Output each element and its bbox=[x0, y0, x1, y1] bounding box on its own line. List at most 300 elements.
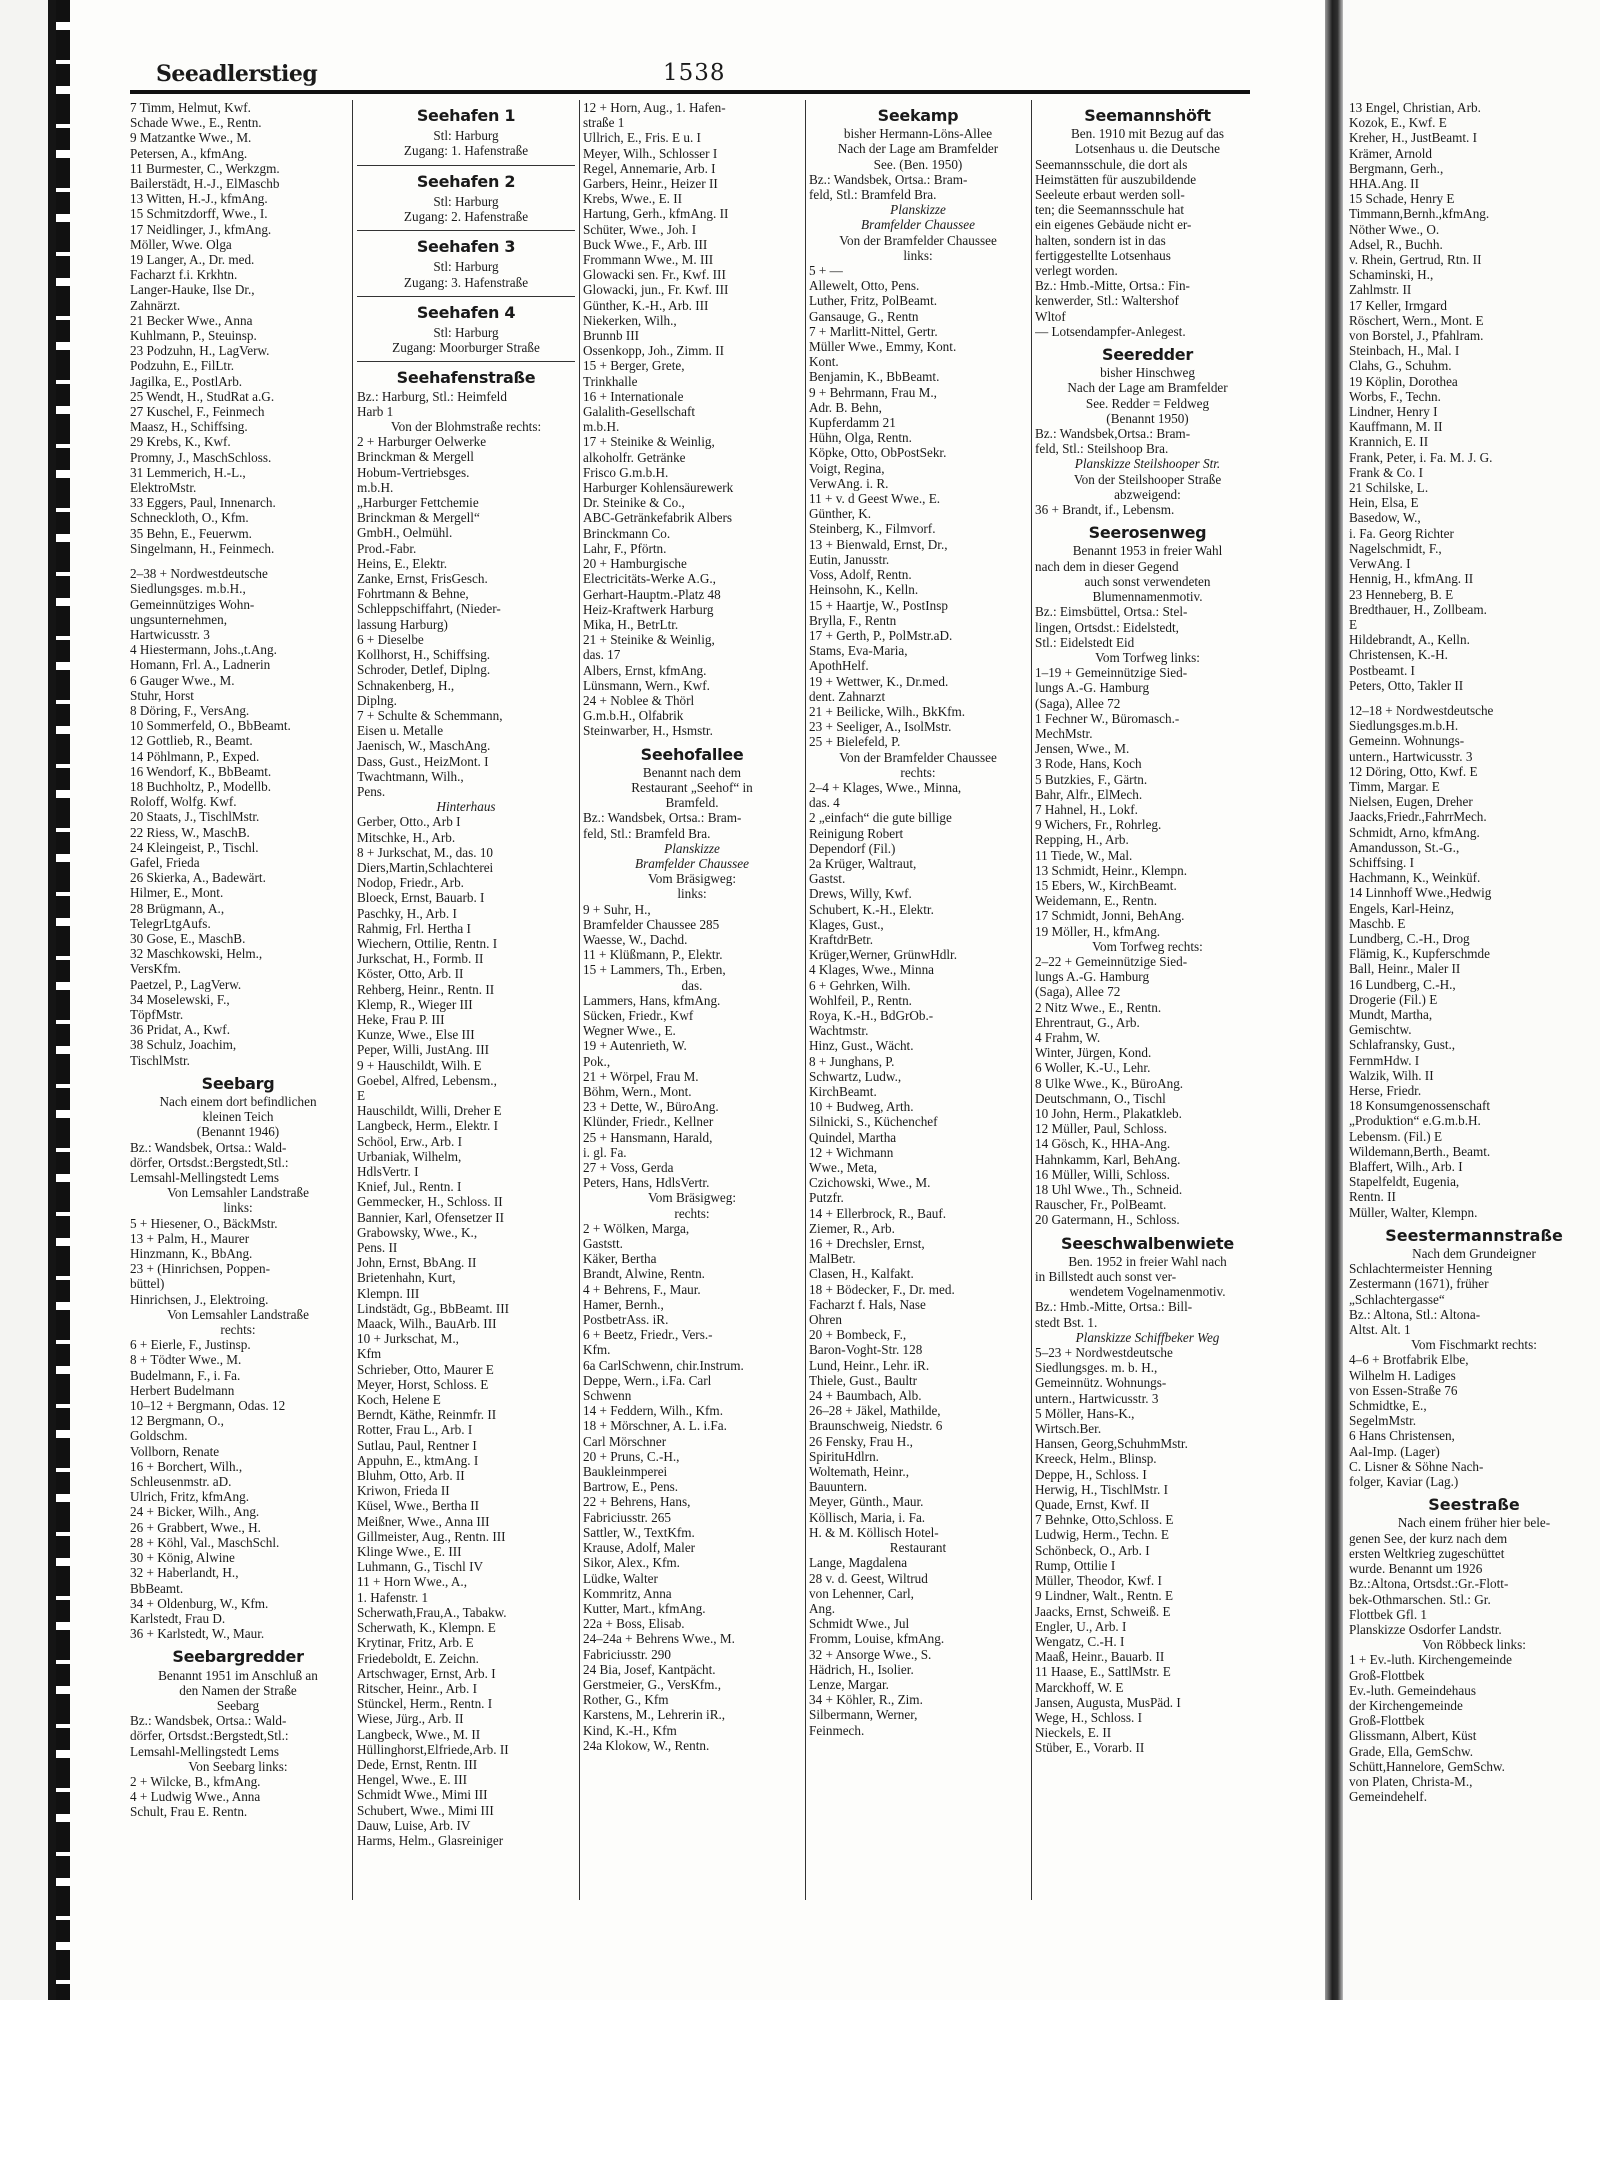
entry-line: Krytinar, Fritz, Arb. E bbox=[357, 1635, 474, 1651]
entry-line: 2 + Wilcke, B., kfmAng. bbox=[130, 1773, 261, 1789]
entry-line: Roya, K.-H., BdGrOb.- bbox=[809, 1007, 934, 1023]
entry-line: Stünckel, Herm., Rentn. I bbox=[357, 1696, 493, 1712]
entry-line: Hauschildt, Willi, Dreher E bbox=[357, 1103, 502, 1119]
street-section bbox=[1035, 365, 1260, 517]
entry-line: Köpke, Otto, ObPostSekr. bbox=[809, 445, 947, 461]
entry-line: 8 + Jurkschat, M., das. 10 bbox=[357, 844, 494, 860]
entry-line: Sattler, W., TextKfm. bbox=[583, 1524, 695, 1540]
entry-line: 24 Kleingeist, P., Tischl. bbox=[130, 839, 259, 855]
entry-line: Lemsahl-Mellingstedt Lems bbox=[130, 1743, 280, 1759]
street-section bbox=[357, 389, 575, 1849]
entry-line: Paschky, H., Arb. I bbox=[357, 905, 457, 921]
entry-line: Harb 1 bbox=[357, 403, 394, 419]
entry-line: HHA.Ang. II bbox=[1349, 176, 1419, 192]
entry-line: Zugang: 1. Hafenstraße bbox=[403, 143, 529, 159]
entry-line: Wiechern, Ottilie, Rentn. I bbox=[357, 935, 498, 951]
entry-line: Zahlmstr. II bbox=[1349, 282, 1412, 298]
entry-line: 22a + Boss, Elisab. bbox=[583, 1616, 685, 1632]
entry-line: 13 + Palm, H., Maurer bbox=[130, 1230, 250, 1246]
entry-line: Wilhelm H. Ladiges bbox=[1349, 1367, 1456, 1383]
entry-line: Bloeck, Ernst, Bauarb. I bbox=[357, 890, 485, 906]
entry-line: Hartwicusstr. 3 bbox=[130, 626, 210, 642]
entry-line: Schiffsing. I bbox=[1349, 854, 1414, 870]
entry-line: Jansen, Augusta, MusPäd. I bbox=[1035, 1694, 1181, 1710]
entry-line: das. 17 bbox=[583, 647, 621, 663]
entry-line: auch sonst verwendeten bbox=[1084, 573, 1211, 589]
entry-line: Knief, Jul., Rentn. I bbox=[357, 1179, 462, 1195]
entry-line: 10 John, Herm., Plakatkleb. bbox=[1035, 1106, 1182, 1121]
entry-line: 14 + Ellerbrock, R., Bauf. bbox=[809, 1205, 947, 1221]
entry-line: Adsel, R., Buchh. bbox=[1349, 236, 1443, 252]
entry-line: Brietenhahn, Kurt, bbox=[357, 1270, 456, 1286]
entry-line: 8 Döring, F., VersAng. bbox=[130, 702, 250, 718]
page-number: 1538 bbox=[663, 60, 726, 86]
entry-line: Lotsenhaus u. die Deutsche bbox=[1074, 141, 1221, 157]
entry-line: Podzuhn, E., FilLtr. bbox=[130, 358, 235, 374]
street-section bbox=[1035, 1254, 1260, 1756]
entry-line: Planskizze Schiffbeker Weg bbox=[1075, 1329, 1220, 1345]
entry-line: Lenze, Margar. bbox=[809, 1676, 889, 1692]
entry-line: Hinzmann, K., BbAng. bbox=[130, 1246, 253, 1262]
entry-line: Braunschweig, Niedstr. 6 bbox=[809, 1418, 943, 1434]
entry-line: Homann, Frl. A., Ladnerin bbox=[130, 657, 271, 673]
entry-line: Jaacks,Friedr.,FahrrMech. bbox=[1349, 809, 1487, 825]
entry-line: untern., Hartwicusstr. 3 bbox=[1035, 1390, 1159, 1406]
entry-line: 9 + Hauschildt, Wilh. E bbox=[357, 1057, 482, 1073]
entry-line: Hüllinghorst,Elfriede,Arb. II bbox=[357, 1741, 509, 1757]
entry-line: E bbox=[1349, 616, 1358, 632]
entry-line: Luther, Fritz, PolBeamt. bbox=[809, 293, 938, 309]
entry-line: Langer-Hauke, Ilse Dr., bbox=[130, 282, 255, 298]
entry-line: Seeleute erbaut werden soll- bbox=[1035, 187, 1185, 203]
entry-line: Jurkschat, H., Formb. II bbox=[357, 951, 484, 967]
entry-line: rechts: bbox=[674, 1205, 710, 1221]
entry-line: Schnakenberg, H., bbox=[357, 677, 455, 693]
entry-line: Sikor, Alex., Kfm. bbox=[583, 1555, 680, 1571]
entry-line: Lundberg, C.-H., Drog bbox=[1349, 930, 1470, 946]
entry-line: Bz.: Wandsbek, Ortsa.: Wald- bbox=[130, 1139, 287, 1155]
entry-line: 32 + Ansorge Wwe., S. bbox=[809, 1646, 932, 1662]
entry-line: KirchBeamt. bbox=[809, 1084, 877, 1099]
entry-line: Engler, U., Arb. I bbox=[1035, 1618, 1127, 1634]
entry-line: Seemannsschule, die dort als bbox=[1035, 156, 1188, 172]
entry-line: Sutlau, Paul, Rentner I bbox=[357, 1437, 477, 1453]
entry-line: Mika, H., BetrLtr. bbox=[583, 616, 679, 632]
street-heading: Seebarg bbox=[201, 1073, 275, 1093]
entry-line: 4 Hiestermann, Johs.,t.Ang. bbox=[130, 642, 277, 658]
entry-line: Köster, Otto, Arb. II bbox=[357, 966, 464, 982]
entry-line: Grade, Ella, GemSchw. bbox=[1349, 1743, 1474, 1759]
entry-line: Quindel, Martha bbox=[809, 1129, 897, 1145]
entry-line: Gemmecker, H., Schloss. II bbox=[357, 1194, 503, 1210]
entry-line: Rump, Ottilie I bbox=[1035, 1557, 1116, 1573]
entry-line: Brinckmann Co. bbox=[583, 525, 671, 541]
entry-line: Dr. Steinike & Co., bbox=[583, 495, 685, 511]
entry-line: Stuhr, Horst bbox=[130, 687, 194, 703]
entry-line: Promny, J., MaschSchloss. bbox=[130, 449, 272, 465]
entry-line: Prod.-Fabr. bbox=[357, 540, 417, 556]
entry-line: Repping, H., Arb. bbox=[1035, 832, 1129, 848]
entry-line: Benjamin, K., BbBeamt. bbox=[809, 369, 940, 385]
street-heading: Seehafen 2 bbox=[416, 171, 516, 191]
entry-line: Facharzt f. Hals, Nase bbox=[809, 1296, 926, 1312]
entry-line: Restaurant „Seehof“ in bbox=[631, 779, 753, 795]
street-heading: Seestermannstraße bbox=[1385, 1225, 1563, 1245]
entry-line: Goebel, Alfred, Lebensm., bbox=[357, 1072, 497, 1088]
entry-line: Paetzel, P., LagVerw. bbox=[130, 976, 242, 992]
street-heading: Seeschwalbenwiete bbox=[1061, 1233, 1234, 1253]
entry-line: Stams, Eva-Maria, bbox=[809, 643, 908, 659]
entry-line: Schwartz, Ludw., bbox=[809, 1068, 902, 1084]
entry-line: Von Seebarg links: bbox=[188, 1758, 288, 1774]
entry-line: dent. Zahnarzt bbox=[809, 688, 886, 704]
entry-line: Lammers, Hans, kfmAng. bbox=[583, 992, 721, 1008]
entry-line: 24 + Bicker, Wilh., Ang. bbox=[130, 1504, 260, 1520]
entry-line: Brandt, Alwine, Rentn. bbox=[583, 1266, 705, 1282]
entry-line: 27 + Voss, Gerda bbox=[583, 1160, 674, 1176]
entry-line: Lindstädt, Gg., BbBeamt. III bbox=[357, 1300, 509, 1316]
entry-line: 24 + Noblee & Thörl bbox=[583, 692, 695, 708]
entry-line: 14 Linnhoff Wwe.,Hedwig bbox=[1349, 885, 1492, 901]
entry-line: Drogerie (Fil.) E bbox=[1349, 991, 1438, 1007]
entry-line: Drews, Willy, Kwf. bbox=[809, 886, 912, 902]
entry-line: Koch, Helene E bbox=[357, 1392, 441, 1408]
entry-line: Silbermann, Werner, bbox=[809, 1707, 918, 1723]
entry-line: Käker, Bertha bbox=[583, 1251, 657, 1267]
entry-line: Schubert, K.-H., Elektr. bbox=[809, 901, 934, 917]
entry-line: Scherwath,Frau,A., Tabakw. bbox=[357, 1604, 507, 1620]
entry-line: Hilmer, E., Mont. bbox=[130, 885, 224, 901]
entry-line: 2 Nitz Wwe., E., Rentn. bbox=[1035, 999, 1162, 1015]
entry-line: Planskizze Osdorfer Landstr. bbox=[1349, 1621, 1502, 1637]
entry-line: Kommritz, Anna bbox=[583, 1585, 672, 1601]
entry-line: das. bbox=[681, 977, 703, 993]
entry-line: 6 + Eierle, F., Justinsp. bbox=[130, 1337, 251, 1353]
entry-line: 2 + Harburger Oelwerke bbox=[357, 434, 487, 450]
column-rule bbox=[352, 100, 353, 1900]
entry-line: MechMstr. bbox=[1035, 725, 1093, 741]
entry-line: 6 Gauger Wwe., M. bbox=[130, 672, 235, 688]
entry-line: Benannt nach dem bbox=[642, 764, 742, 780]
entry-line: ABC-Getränkefabrik Albers bbox=[583, 510, 733, 526]
entry-line: 5 Butzkies, F., Gärtn. bbox=[1035, 771, 1148, 787]
directory-column-3 bbox=[583, 100, 801, 1900]
entry-line: Klempn. III bbox=[357, 1285, 420, 1301]
entry-line: Klages, Gust., bbox=[809, 916, 884, 932]
entry-line: Feinmech. bbox=[809, 1722, 865, 1738]
entry-line: 26 + Grabbert, Wwe., H. bbox=[130, 1519, 261, 1535]
entry-line: 24 Bia, Josef, Kantpächt. bbox=[583, 1661, 716, 1677]
entry-line: Von Lemsahler Landstraße bbox=[167, 1185, 309, 1201]
column-rule bbox=[1031, 100, 1032, 1900]
entry-line: Hein, Elsa, E bbox=[1349, 495, 1419, 511]
entry-line: 4 + Behrens, F., Maur. bbox=[583, 1281, 701, 1297]
entry-line: Steinbach, H., Mal. I bbox=[1349, 343, 1460, 359]
street-heading: Seeredder bbox=[1102, 345, 1193, 365]
entry-line: Voss, Adolf, Rentn. bbox=[809, 567, 912, 583]
entry-line: Twachtmann, Wilh., bbox=[357, 768, 464, 784]
entry-line: rechts: bbox=[220, 1322, 256, 1338]
entry-line: 14 + Feddern, Wilh., Kfm. bbox=[583, 1403, 723, 1419]
entry-line: Brinckman & Mergell“ bbox=[357, 510, 480, 526]
entry-line: Bahr, Alfr., ElMech. bbox=[1035, 786, 1143, 802]
entry-line: links: bbox=[223, 1200, 253, 1216]
entry-line: Harms, Helm., Glasreiniger bbox=[357, 1832, 504, 1848]
street-section bbox=[357, 323, 575, 362]
entry-line: Frank & Co. I bbox=[1349, 464, 1423, 480]
entry-line: 1 + Ev.-luth. Kirchengemeinde bbox=[1349, 1652, 1512, 1668]
entry-line: 9 Wichers, Fr., Rohrleg. bbox=[1035, 817, 1162, 833]
entry-line: 26 Fensky, Frau H., bbox=[809, 1433, 913, 1449]
entry-line: Wengatz, C.-H. I bbox=[1035, 1633, 1125, 1649]
entry-line: Peper, Willi, JustAng. III bbox=[357, 1042, 490, 1058]
entry-line: Nielsen, Eugen, Dreher bbox=[1349, 794, 1473, 810]
entry-line: Gemeindehelf. bbox=[1349, 1789, 1427, 1805]
entry-line: 20 + Pruns, C.-H., bbox=[583, 1448, 680, 1464]
entry-line: Artschwager, Ernst, Arb. I bbox=[357, 1665, 496, 1681]
entry-line: 9 Lindner, Walt., Rentn. E bbox=[1035, 1588, 1174, 1604]
entry-line: büttel) bbox=[130, 1276, 165, 1292]
entry-line: Wege, H., Schloss. I bbox=[1035, 1709, 1142, 1725]
entry-line: 18 + Bödecker, F., Dr. med. bbox=[809, 1281, 955, 1297]
entry-line: 5 Möller, Hans-K., bbox=[1035, 1405, 1135, 1421]
binding-tape bbox=[56, 0, 70, 2000]
entry-line: Zugang: 2. Hafenstraße bbox=[403, 209, 529, 225]
entry-line: Gaststt. bbox=[583, 1236, 623, 1252]
entry-line: Seebarg bbox=[216, 1697, 260, 1713]
entry-line: Kriwon, Frieda II bbox=[357, 1483, 450, 1499]
entry-line: 23 + Dette, W., BüroAng. bbox=[583, 1099, 719, 1115]
entry-line: 28 Brügmann, A., bbox=[130, 900, 225, 916]
entry-line: 20 Staats, J., TischlMstr. bbox=[130, 809, 260, 825]
directory-column-1 bbox=[130, 100, 346, 1900]
entry-line: Heiz-Kraftwerk Harburg bbox=[583, 601, 714, 617]
entry-line: SegelmMstr. bbox=[1349, 1413, 1417, 1429]
entry-line: Bz.: Wandsbek, Ortsa.: Bram- bbox=[583, 810, 742, 826]
entry-line: Schmidt Wwe., Jul bbox=[809, 1616, 910, 1632]
entry-line: Jaacks, Ernst, Schweiß. E bbox=[1035, 1603, 1171, 1619]
entry-line: Von Röbbeck links: bbox=[1422, 1637, 1526, 1653]
entry-line: Wltof bbox=[1035, 308, 1066, 324]
entry-line: Scherwath, K., Klempn. E bbox=[357, 1620, 496, 1636]
entry-line: 15 + Lammers, Th., Erben, bbox=[583, 962, 726, 978]
entry-line: Lemsahl-Mellingstedt Lems bbox=[130, 1170, 280, 1186]
entry-line: Berndt, Käthe, Reinmfr. II bbox=[357, 1407, 497, 1423]
entry-line: v. Rhein, Gertrud, Rtn. II bbox=[1349, 252, 1482, 268]
entry-line: 11 + Klüßmann, P., Elektr. bbox=[583, 947, 723, 963]
entry-line: Diplng. bbox=[357, 692, 397, 708]
entry-line: Facharzt f.i. Krkhtn. bbox=[130, 267, 238, 283]
entry-line: Hädrich, H., Isolier. bbox=[809, 1661, 914, 1677]
entry-line: Albers, Ernst, kfmAng. bbox=[583, 662, 707, 678]
entry-line: Fabriciusstr. 290 bbox=[583, 1646, 671, 1662]
entry-line: 2a Krüger, Waltraut, bbox=[809, 855, 917, 871]
entry-line: Herbert Budelmann bbox=[130, 1382, 235, 1398]
entry-line: Dependorf (Fil.) bbox=[809, 840, 896, 856]
entry-line: 34 Moselewski, F., bbox=[130, 991, 230, 1007]
entry-line: Siedlungsges. m. b. H., bbox=[1035, 1360, 1158, 1376]
entry-line: Baron-Voght-Str. 128 bbox=[809, 1342, 923, 1358]
entry-line: Ulrich, Fritz, kfmAng. bbox=[130, 1489, 250, 1505]
entry-line: 21 + Wörpel, Frau M. bbox=[583, 1068, 699, 1084]
entry-line: i. Fa. Georg Richter bbox=[1349, 525, 1454, 541]
entry-line: 16 + Internationale bbox=[583, 388, 684, 404]
entry-line: Reinigung Robert bbox=[809, 825, 904, 841]
entry-line: Lindner, Henry I bbox=[1349, 404, 1438, 420]
entry-line: Rahmig, Frl. Hertha I bbox=[357, 920, 471, 936]
entry-line: Petersen, A., kfmAng. bbox=[130, 145, 248, 161]
entry-line: wendetem Vogelnamenmotiv. bbox=[1069, 1284, 1226, 1300]
entry-line: Worbs, F., Techn. bbox=[1349, 388, 1441, 404]
entry-line: Kind, K.-H., Kfm bbox=[583, 1722, 677, 1738]
entry-line: Jensen, Wwe., M. bbox=[1035, 741, 1130, 757]
entry-line: 4–6 + Brotfabrik Elbe, bbox=[1349, 1352, 1469, 1368]
entry-line: Müller, Theodor, Kwf. I bbox=[1035, 1573, 1162, 1589]
entry-line: 36 + Brandt, if., Lebensm. bbox=[1035, 502, 1175, 518]
entry-line: Ev.-luth. Gemeindehaus bbox=[1349, 1682, 1476, 1698]
entry-line: BbBeamt. bbox=[130, 1580, 184, 1596]
scan-bottom-margin bbox=[0, 2000, 1600, 2177]
entry-line: Gemeinnütziges Wohn- bbox=[130, 596, 255, 612]
entry-line: Ball, Heinr., Maler II bbox=[1349, 961, 1461, 977]
entry-line: in Billstedt auch sonst ver- bbox=[1035, 1269, 1177, 1285]
entry-line: 9 + Behrmann, Frau M., bbox=[809, 384, 937, 400]
entry-line: 6a CarlSchwenn, chir.Instrum. bbox=[583, 1357, 744, 1373]
entry-line: 21 Becker Wwe., Anna bbox=[130, 312, 253, 328]
entry-line: 12 + Wichmann bbox=[809, 1144, 894, 1160]
entry-line: 2 „einfach“ die gute billige bbox=[809, 810, 952, 826]
entry-line: nach dem in dieser Gegend bbox=[1035, 558, 1179, 574]
entry-line: feld, Stl.: Steilshoop Bra. bbox=[1035, 441, 1169, 457]
entry-line: Krause, Adolf, Maler bbox=[583, 1540, 696, 1556]
entry-line: 7 Hahnel, H., Lokf. bbox=[1035, 801, 1138, 817]
entry-line: 6 Woller, K.-U., Lehr. bbox=[1035, 1060, 1151, 1076]
entry-line: 11 + v. d Geest Wwe., E. bbox=[809, 491, 941, 507]
next-page-column bbox=[1349, 100, 1599, 1804]
street-section bbox=[1349, 1515, 1599, 1804]
entry-line: Heinsohn, K., Kelln. bbox=[809, 582, 919, 598]
entry-line: Roloff, Wolfg. Kwf. bbox=[130, 794, 237, 810]
entry-line: 25 + Bielefeld, P. bbox=[809, 734, 901, 750]
entry-line: TöpfMstr. bbox=[130, 1006, 184, 1022]
entry-line: 2–38 + Nordwestdeutsche bbox=[130, 566, 268, 582]
entry-line: SpirituHdlrn. bbox=[809, 1448, 879, 1464]
entry-line: den Namen der Straße bbox=[179, 1682, 297, 1698]
entry-line: Deppe, Wern., i.Fa. Carl bbox=[583, 1372, 712, 1388]
entry-line: kleinen Teich bbox=[202, 1109, 274, 1125]
entry-line: 22 Riess, W., MaschB. bbox=[130, 824, 250, 840]
entry-line: (Benannt 1950) bbox=[1106, 410, 1189, 426]
entry-line: 11 Haase, E., SattlMstr. E bbox=[1035, 1664, 1171, 1680]
entry-line: Dede, Ernst, Rentn. III bbox=[357, 1756, 478, 1772]
entry-line: 16 Wendorf, K., BbBeamt. bbox=[130, 763, 272, 779]
entry-line: Gerber, Otto., Arb I bbox=[357, 814, 461, 830]
entry-line: Pok., bbox=[583, 1053, 611, 1069]
entry-line: Wegner Wwe., E. bbox=[583, 1023, 676, 1039]
entry-line: Nagelschmidt, F., bbox=[1349, 540, 1442, 556]
entry-line: Lebensm. (Fil.) E bbox=[1349, 1128, 1443, 1144]
entry-line: Bramfelder Chaussee bbox=[635, 855, 749, 871]
entry-line: Kunze, Wwe., Else III bbox=[357, 1027, 475, 1043]
entry-line: 18 Konsumgenossenschaft bbox=[1349, 1098, 1491, 1114]
entry-line: 33 Eggers, Paul, Innenarch. bbox=[130, 495, 276, 511]
entry-line: lungs A.-G. Hamburg bbox=[1035, 969, 1150, 985]
entry-line: ApothHelf. bbox=[809, 658, 869, 674]
entry-line: Wiese, Jürg., Arb. II bbox=[357, 1711, 464, 1727]
entry-line: Krüger,Werner, GrünwHdlr. bbox=[809, 947, 958, 963]
entry-line: abzweigend: bbox=[1114, 486, 1181, 502]
entry-line: 16 + Borchert, Wilh., bbox=[130, 1458, 243, 1474]
entry-line: bek-Othmarschen. Stl.: Gr. bbox=[1349, 1591, 1491, 1607]
entry-line: 17 + Gerth, P., PolMstr.aD. bbox=[809, 627, 953, 643]
entry-line: Electricitäts-Werke A.G., bbox=[583, 571, 716, 587]
entry-line: Bailerstädt, H.-J., ElMaschb bbox=[130, 176, 280, 192]
entry-line: HdlsVertr. I bbox=[357, 1164, 419, 1179]
street-section bbox=[1035, 543, 1260, 1227]
entry-line: Jaenisch, W., MaschAng. bbox=[357, 738, 491, 754]
entry-line: 38 Schulz, Joachim, bbox=[130, 1037, 237, 1053]
entry-line: verlegt worden. bbox=[1035, 263, 1118, 279]
entry-line: 15 + Berger, Grete, bbox=[583, 358, 685, 374]
entry-line: Stl: Harburg bbox=[433, 193, 499, 209]
entry-line: Gemeinnütz. Wohnungs- bbox=[1035, 1375, 1167, 1391]
entry-line: Deutschmann, O., Tischl bbox=[1035, 1090, 1166, 1106]
entry-line: GmbH., Oelmühl. bbox=[357, 525, 453, 541]
entry-line: 11 Tiede, W., Mal. bbox=[1035, 847, 1133, 863]
entry-line: Bz.: Eimsbüttel, Ortsa.: Stel- bbox=[1035, 604, 1188, 620]
entry-line: Gerstmeier, G., VersKfm., bbox=[583, 1676, 722, 1692]
entry-line: Nodop, Friedr., Arb. bbox=[357, 875, 464, 891]
entry-line: von Borstel, J., Pfahlram. bbox=[1349, 328, 1484, 344]
entry-line: Krämer, Arnold bbox=[1349, 145, 1432, 161]
entry-line: Zestermann (1671), früher bbox=[1349, 1276, 1489, 1292]
entry-line: Thiele, Gust., Baultr bbox=[809, 1372, 918, 1388]
entry-line: 32 + Haberlandt, H., bbox=[130, 1565, 239, 1581]
entry-line: Klemp, R., Wieger III bbox=[357, 996, 473, 1012]
entry-line: 29 Krebs, K., Kwf. bbox=[130, 434, 231, 450]
entry-line: Dauw, Luise, Arb. IV bbox=[357, 1817, 471, 1833]
entry-line: Wohlfeil, P., Rentn. bbox=[809, 992, 912, 1008]
entry-line: Walzik, Wilh. II bbox=[1349, 1067, 1434, 1083]
entry-line: 28 + Köhl, Val., MaschSchl. bbox=[130, 1534, 280, 1550]
entry-line: Brunnb III bbox=[583, 328, 640, 344]
entry-line: i. gl. Fa. bbox=[583, 1144, 627, 1160]
entry-line: Hinterhaus bbox=[436, 799, 496, 815]
scan-margin bbox=[0, 0, 48, 2000]
entry-line: Garbers, Heinr., Heizer II bbox=[583, 176, 718, 192]
entry-line: 19 Möller, H., kfmAng. bbox=[1035, 923, 1161, 939]
entry-line: ersten Weltkrieg zugeschüttet bbox=[1349, 1545, 1505, 1561]
entry-line: Kozok, E., Kwf. E bbox=[1349, 115, 1447, 131]
entry-line: Carl Mörschner bbox=[583, 1433, 667, 1449]
entry-line: 1 Fechner W., Büromasch.- bbox=[1035, 710, 1180, 726]
entry-line: Putzfr. bbox=[809, 1190, 844, 1206]
entry-line: Rother, G., Kfm bbox=[583, 1692, 669, 1708]
entry-line: Blumennamenmotiv. bbox=[1092, 589, 1203, 605]
entry-line: Zanke, Ernst, FrisGesch. bbox=[357, 571, 488, 587]
entry-line: 4 Klages, Wwe., Minna bbox=[809, 962, 935, 978]
street-section bbox=[357, 126, 575, 165]
entry-line: Ziemer, R., Arb. bbox=[809, 1220, 895, 1236]
entry-line: Pens. bbox=[357, 783, 386, 799]
entry-line: Allewelt, Otto, Pens. bbox=[809, 278, 920, 294]
entry-line: 1–19 + Gemeinnützige Sied- bbox=[1035, 665, 1188, 681]
entry-line: Hansen, Georg,SchuhmMstr. bbox=[1035, 1436, 1188, 1452]
entry-line: 5 + Hiesener, O., BäckMstr. bbox=[130, 1215, 278, 1231]
entry-line: 8 Ulke Wwe., K., BüroAng. bbox=[1035, 1075, 1184, 1091]
entry-line: 12 Müller, Paul, Schloss. bbox=[1035, 1121, 1168, 1137]
entry-line: Brinckman & Mergell bbox=[357, 449, 474, 465]
